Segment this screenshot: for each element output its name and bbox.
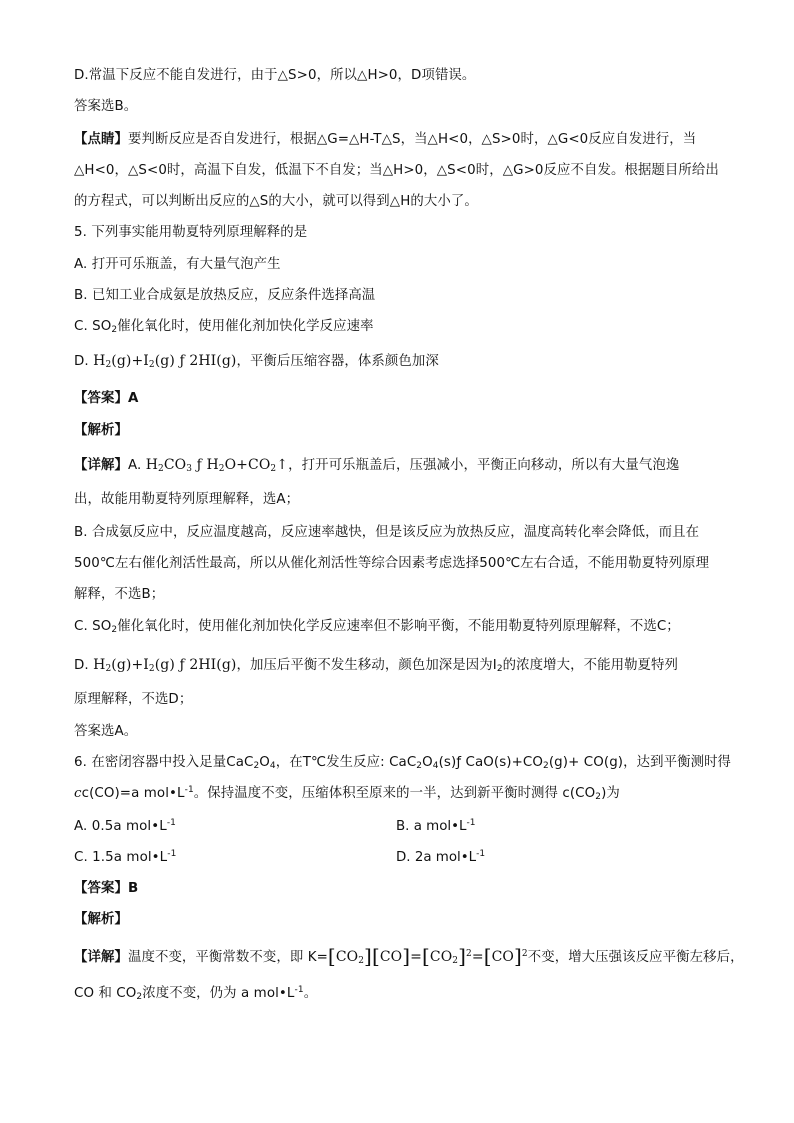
q5-detail-9: 答案选A。 xyxy=(74,724,138,739)
q5-option-d: D. $H_2(g)+I_2(g)$ ƒ 2HI(g)，平衡后压缩容器，体系颜色加深 xyxy=(74,353,439,370)
q5-detail-5: 解释，不选B； xyxy=(74,587,165,602)
q5-detail-6: C. $SO_2$催化氧化时，使用催化剂加快化学反应速率但不影响平衡，不能用勒夏特列原理解释，不选C； xyxy=(74,619,680,635)
q5-detail-3: B. 合成氨反应中，反应温度越高，反应速率越快，但是该反应为放热反应，温度高转化率会降低，而且在 xyxy=(74,525,700,540)
q6-option-c: C. 1.5a $mol•L^{-1}$ xyxy=(74,849,177,865)
q5-answer: 【答案】A xyxy=(74,391,139,406)
line-tip-2: △H<0，△S<0时，高温下自发，低温下不自发；当△H>0，△S<0时，△G>0反应不自发。根据题目所给出 xyxy=(74,163,719,178)
q5-detail-8: 原理解释，不选D； xyxy=(74,692,193,707)
formula-equilibrium-constant: $[CO_2][CO]=[CO_2]^2=[CO]^2$ xyxy=(327,944,528,968)
q6-analysis-tag: 【解析】 xyxy=(74,912,128,927)
q5-option-b: B. 已知工业合成氨是放热反应，反应条件选择高温 xyxy=(74,288,376,303)
q5-option-a: A. 打开可乐瓶盖，有大量气泡产生 xyxy=(74,257,281,272)
formula-h2-i2: $H_2(g)+I_2(g)$ ƒ 2HI(g) xyxy=(93,353,237,370)
q6-detail-2: CO 和 $CO_2$浓度不变，仍为 a $mol•L^{-1}$。 xyxy=(74,985,318,1002)
line-tip-3: 的方程式，可以判断出反应的△S的大小，就可以得到△H的大小了。 xyxy=(74,194,478,209)
q6-option-d: D. 2a $mol•L^{-1}$ xyxy=(396,849,486,865)
q6-option-b: B. a $mol•L^{-1}$ xyxy=(396,818,476,834)
question-6: 6. 在密闭容器中投入足量$CaC_2O_4$，在T℃发生反应: $CaC_2O_4(s)ƒ$ $CaO(s)+CO_2(g)+ CO(g)$，达到平衡测时得 xyxy=(74,755,732,771)
tip-tag: 【点睛】 xyxy=(74,132,128,147)
line-tip-1: 【点睛】要判断反应是否自发进行，根据△G=△H-T△S，当△H<0，△S>0时，△G<0反应自发进行，当 xyxy=(74,132,697,147)
question-6-line-2: cc(CO)=a $mol•L^{-1}$。保持温度不变，压缩体积至原来的一半，达到新平衡时测得 $c(CO_2)$为 xyxy=(74,785,620,802)
q5-detail-1: 【详解】A. $H_2CO_3$ ƒ $H_2O+CO_2↑$，打开可乐瓶盖后，压强减小，平衡正向移动，所以有大量气泡逸 xyxy=(74,457,680,474)
q6-option-a: A. 0.5a $mol•L^{-1}$ xyxy=(74,818,176,834)
q5-analysis-tag: 【解析】 xyxy=(74,423,128,438)
formula-h2-i2-detail: $H_2(g)+I_2(g)$ ƒ 2HI(g) xyxy=(93,657,237,674)
q5-detail-2: 出，故能用勒夏特列原理解释，选A； xyxy=(74,492,300,507)
formula-h2co3: $H_2CO_3$ ƒ $H_2O+CO_2↑$ xyxy=(145,457,289,474)
line-answer-b: 答案选B。 xyxy=(74,99,138,114)
q5-detail-7: D. $H_2(g)+I_2(g)$ ƒ 2HI(g)，加压后平衡不发生移动，颜色加深是因为$I_2$的浓度增大，不能用勒夏特列 xyxy=(74,657,679,674)
line-d-conclusion: D.常温下反应不能自发进行，由于△S>0，所以△H>0，D项错误。 xyxy=(74,68,476,83)
q6-answer: 【答案】B xyxy=(74,881,139,896)
q5-detail-4: 500℃左右催化剂活性最高，所以从催化剂活性等综合因素考虑选择500℃左右合适，不能用勒夏特列原理 xyxy=(74,556,710,571)
question-5: 5. 下列事实能用勒夏特列原理解释的是 xyxy=(74,225,308,240)
q6-detail-1: 【详解】温度不变，平衡常数不变，即 $K=[CO_2][CO]=[CO_2]^2=[CO]^2$不变，增大压强该反应平衡左移后， xyxy=(74,944,744,968)
q5-option-c: C. $SO_2$催化氧化时，使用催化剂加快化学反应速率 xyxy=(74,319,374,335)
